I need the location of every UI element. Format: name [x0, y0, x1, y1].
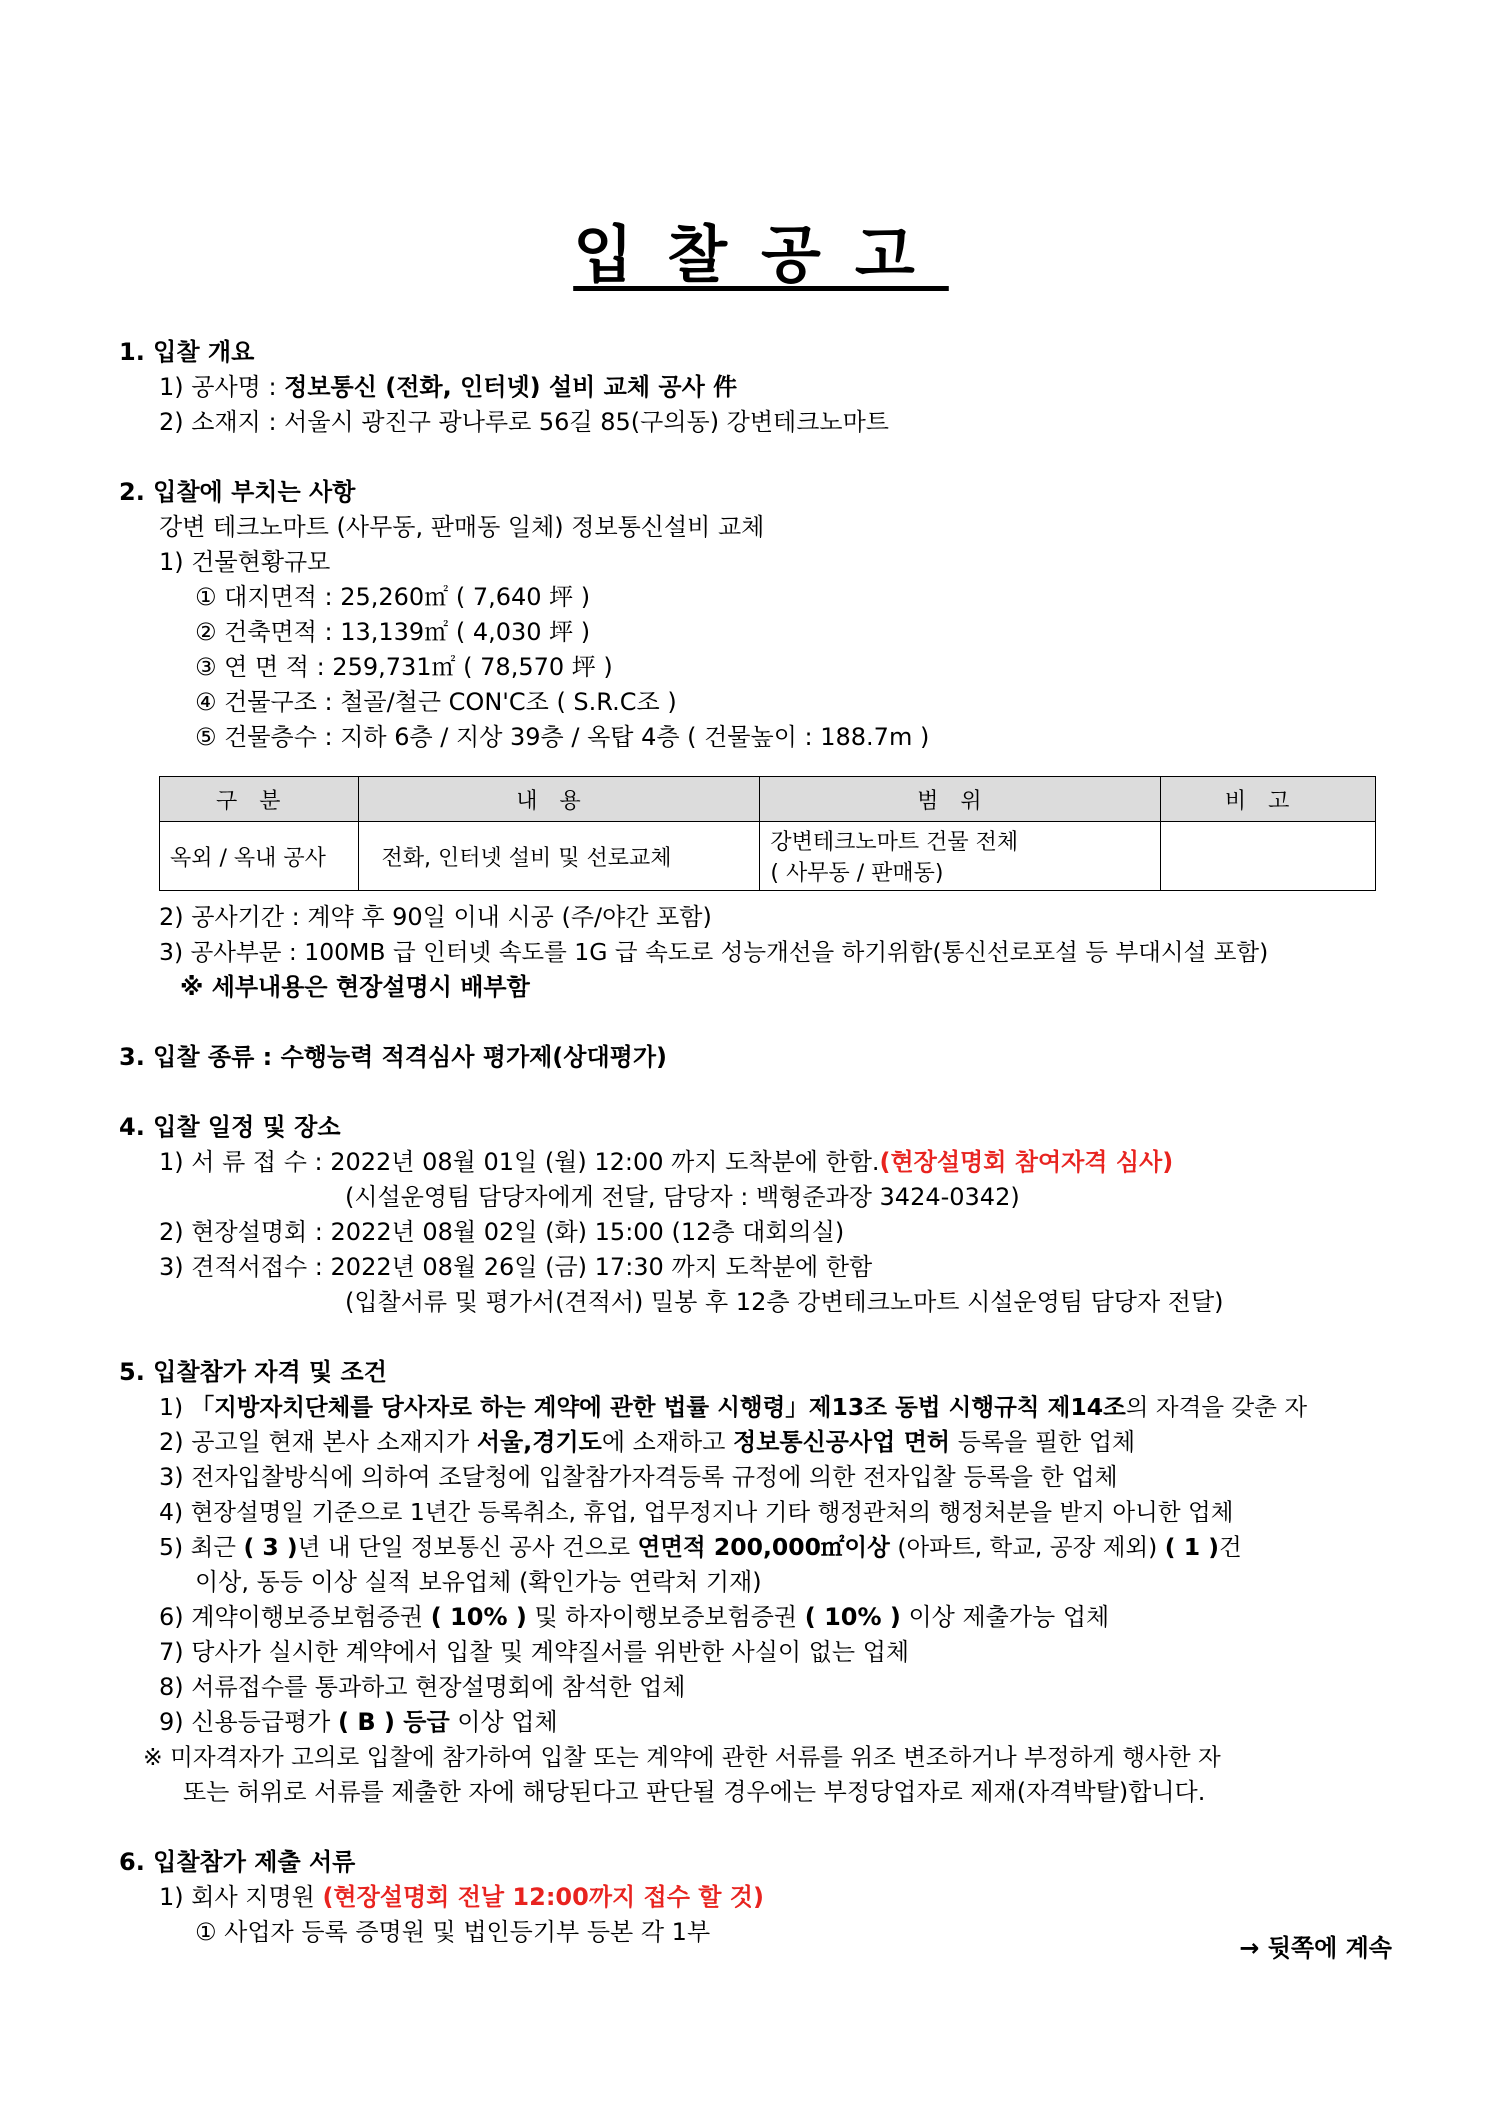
table-header-row: [160, 777, 1376, 822]
s5-line-2: 2) 공고일 현재 본사 소재지가 서울,경기도에 소재하고 정보통신공사업 면허 등록을 필한 업체: [159, 1428, 1136, 1456]
s6-line-1: 1) 회사 지명원 (현장설명회 전날 12:00까지 접수 할 것): [159, 1883, 764, 1911]
s4-line-3b: (입찰서류 및 평가서(견적서) 밀봉 후 12층 강변테크노마트 시설운영팀 담당자 전달): [345, 1288, 1224, 1316]
page-title: 입찰공고: [573, 218, 949, 291]
table-cell-line: ( 사무동 / 판매동): [770, 861, 944, 886]
s2-line-2: 2) 공사기간 : 계약 후 90일 이내 시공 (주/야간 포함): [159, 903, 712, 931]
s5-line-8: 8) 서류접수를 통과하고 현장설명회에 참석한 업체: [159, 1673, 686, 1701]
s1-line-1: 1) 공사명 : 정보통신 (전화, 인터넷) 설비 교체 공사 件: [159, 373, 738, 401]
table-cell: 옥외 / 옥내 공사: [160, 822, 359, 891]
section-1-heading: 1. 입찰 개요: [119, 338, 255, 366]
s2-item-3: ③ 연 면 적 : 259,731㎡ ( 78,570 坪 ): [195, 653, 613, 681]
section-3-heading: 3. 입찰 종류 : 수행능력 적격심사 평가제(상대평가): [119, 1043, 667, 1071]
s4-line-3: 3) 견적서접수 : 2022년 08월 26일 (금) 17:30 까지 도착분에 한함: [159, 1253, 873, 1281]
table-cell: [760, 822, 1161, 891]
s2-intro: 강변 테크노마트 (사무동, 판매동 일체) 정보통신설비 교체: [159, 513, 765, 541]
s2-item-2: ② 건축면적 : 13,139㎡ ( 4,030 坪 ): [195, 618, 591, 646]
s5-line-3: 3) 전자입찰방식에 의하여 조달청에 입찰참가자격등록 규정에 의한 전자입찰 등록을 한 업체: [159, 1463, 1118, 1491]
section-2-heading: 2. 입찰에 부치는 사항: [119, 478, 356, 506]
s2-item-4: ④ 건물구조 : 철골/철근 CON'C조 ( S.R.C조 ): [195, 688, 677, 716]
s2-item-1: ① 대지면적 : 25,260㎡ ( 7,640 坪 ): [195, 583, 591, 611]
table-cell: 전화, 인터넷 설비 및 선로교체: [359, 822, 760, 891]
s5-line-4: 4) 현장설명일 기준으로 1년간 등록취소, 휴업, 업무정지나 기타 행정관처의 행정처분을 받지 아니한 업체: [159, 1498, 1234, 1526]
s1-line-2: 2) 소재지 : 서울시 광진구 광나루로 56길 85(구의동) 강변테크노마트: [159, 408, 889, 436]
s5-note-1: ※ 미자격자가 고의로 입찰에 참가하여 입찰 또는 계약에 관한 서류를 위조 변조하거나 부정하게 행사한 자: [143, 1743, 1221, 1771]
s4-line-2: 2) 현장설명회 : 2022년 08월 02일 (화) 15:00 (12층 대회의실): [159, 1218, 845, 1246]
s5-line-1: 1) 「지방자치단체를 당사자로 하는 계약에 관한 법률 시행령」제13조 동법 시행규칙 제14조의 자격을 갖춘 자: [159, 1393, 1308, 1421]
s2-line-3: 3) 공사부문 : 100MB 급 인터넷 속도를 1G 급 속도로 성능개선을 하기위함(통신선로포설 등 부대시설 포함): [159, 938, 1269, 966]
s5-line-5: 5) 최근 ( 3 )년 내 단일 정보통신 공사 건으로 연면적 200,000㎡이상 (아파트, 학교, 공장 제외) ( 1 )건: [159, 1533, 1242, 1561]
section-4-heading: 4. 입찰 일정 및 장소: [119, 1113, 341, 1141]
s5-line-9: 9) 신용등급평가 ( B ) 등급 이상 업체: [159, 1708, 558, 1736]
s5-line-5b: 이상, 동등 이상 실적 보유업체 (확인가능 연락처 기재): [195, 1568, 762, 1596]
scope-table: [159, 776, 1376, 891]
table-row: [160, 822, 1376, 891]
table-cell-line: 강변테크노마트 건물 전체: [770, 830, 1019, 855]
s5-line-6: 6) 계약이행보증보험증권 ( 10% ) 및 하자이행보증보험증권 ( 10% ) 이상 제출가능 업체: [159, 1603, 1110, 1631]
section-5-heading: 5. 입찰참가 자격 및 조건: [119, 1358, 387, 1386]
s4-line-1: 1) 서 류 접 수 : 2022년 08월 01일 (월) 12:00 까지 도착분에 한함.(현장설명회 참여자격 심사): [159, 1148, 1174, 1176]
continue-note: → 뒷쪽에 계속: [1239, 1934, 1392, 1962]
section-6-heading: 6. 입찰참가 제출 서류: [119, 1848, 356, 1876]
s6-item-1: ① 사업자 등록 증명원 및 법인등기부 등본 각 1부: [195, 1918, 711, 1946]
s2-line-1: 1) 건물현황규모: [159, 548, 331, 576]
s2-note: ※ 세부내용은 현장설명시 배부함: [180, 973, 530, 1001]
table-header: 범위: [760, 777, 1161, 822]
table-header: 비고: [1161, 777, 1376, 822]
s4-line-1b: (시설운영팀 담당자에게 전달, 담당자 : 백형준과장 3424-0342): [345, 1183, 1020, 1211]
table-cell: [1161, 822, 1376, 891]
s5-note-2: 또는 허위로 서류를 제출한 자에 해당된다고 판단될 경우에는 부정당업자로 제재(자격박탈)합니다.: [183, 1778, 1206, 1806]
s5-line-7: 7) 당사가 실시한 계약에서 입찰 및 계약질서를 위반한 사실이 없는 업체: [159, 1638, 910, 1666]
table-header: 구분: [160, 777, 359, 822]
s2-item-5: ⑤ 건물층수 : 지하 6층 / 지상 39층 / 옥탑 4층 ( 건물높이 : 188.7m ): [195, 723, 930, 751]
table-header: 내용: [359, 777, 760, 822]
